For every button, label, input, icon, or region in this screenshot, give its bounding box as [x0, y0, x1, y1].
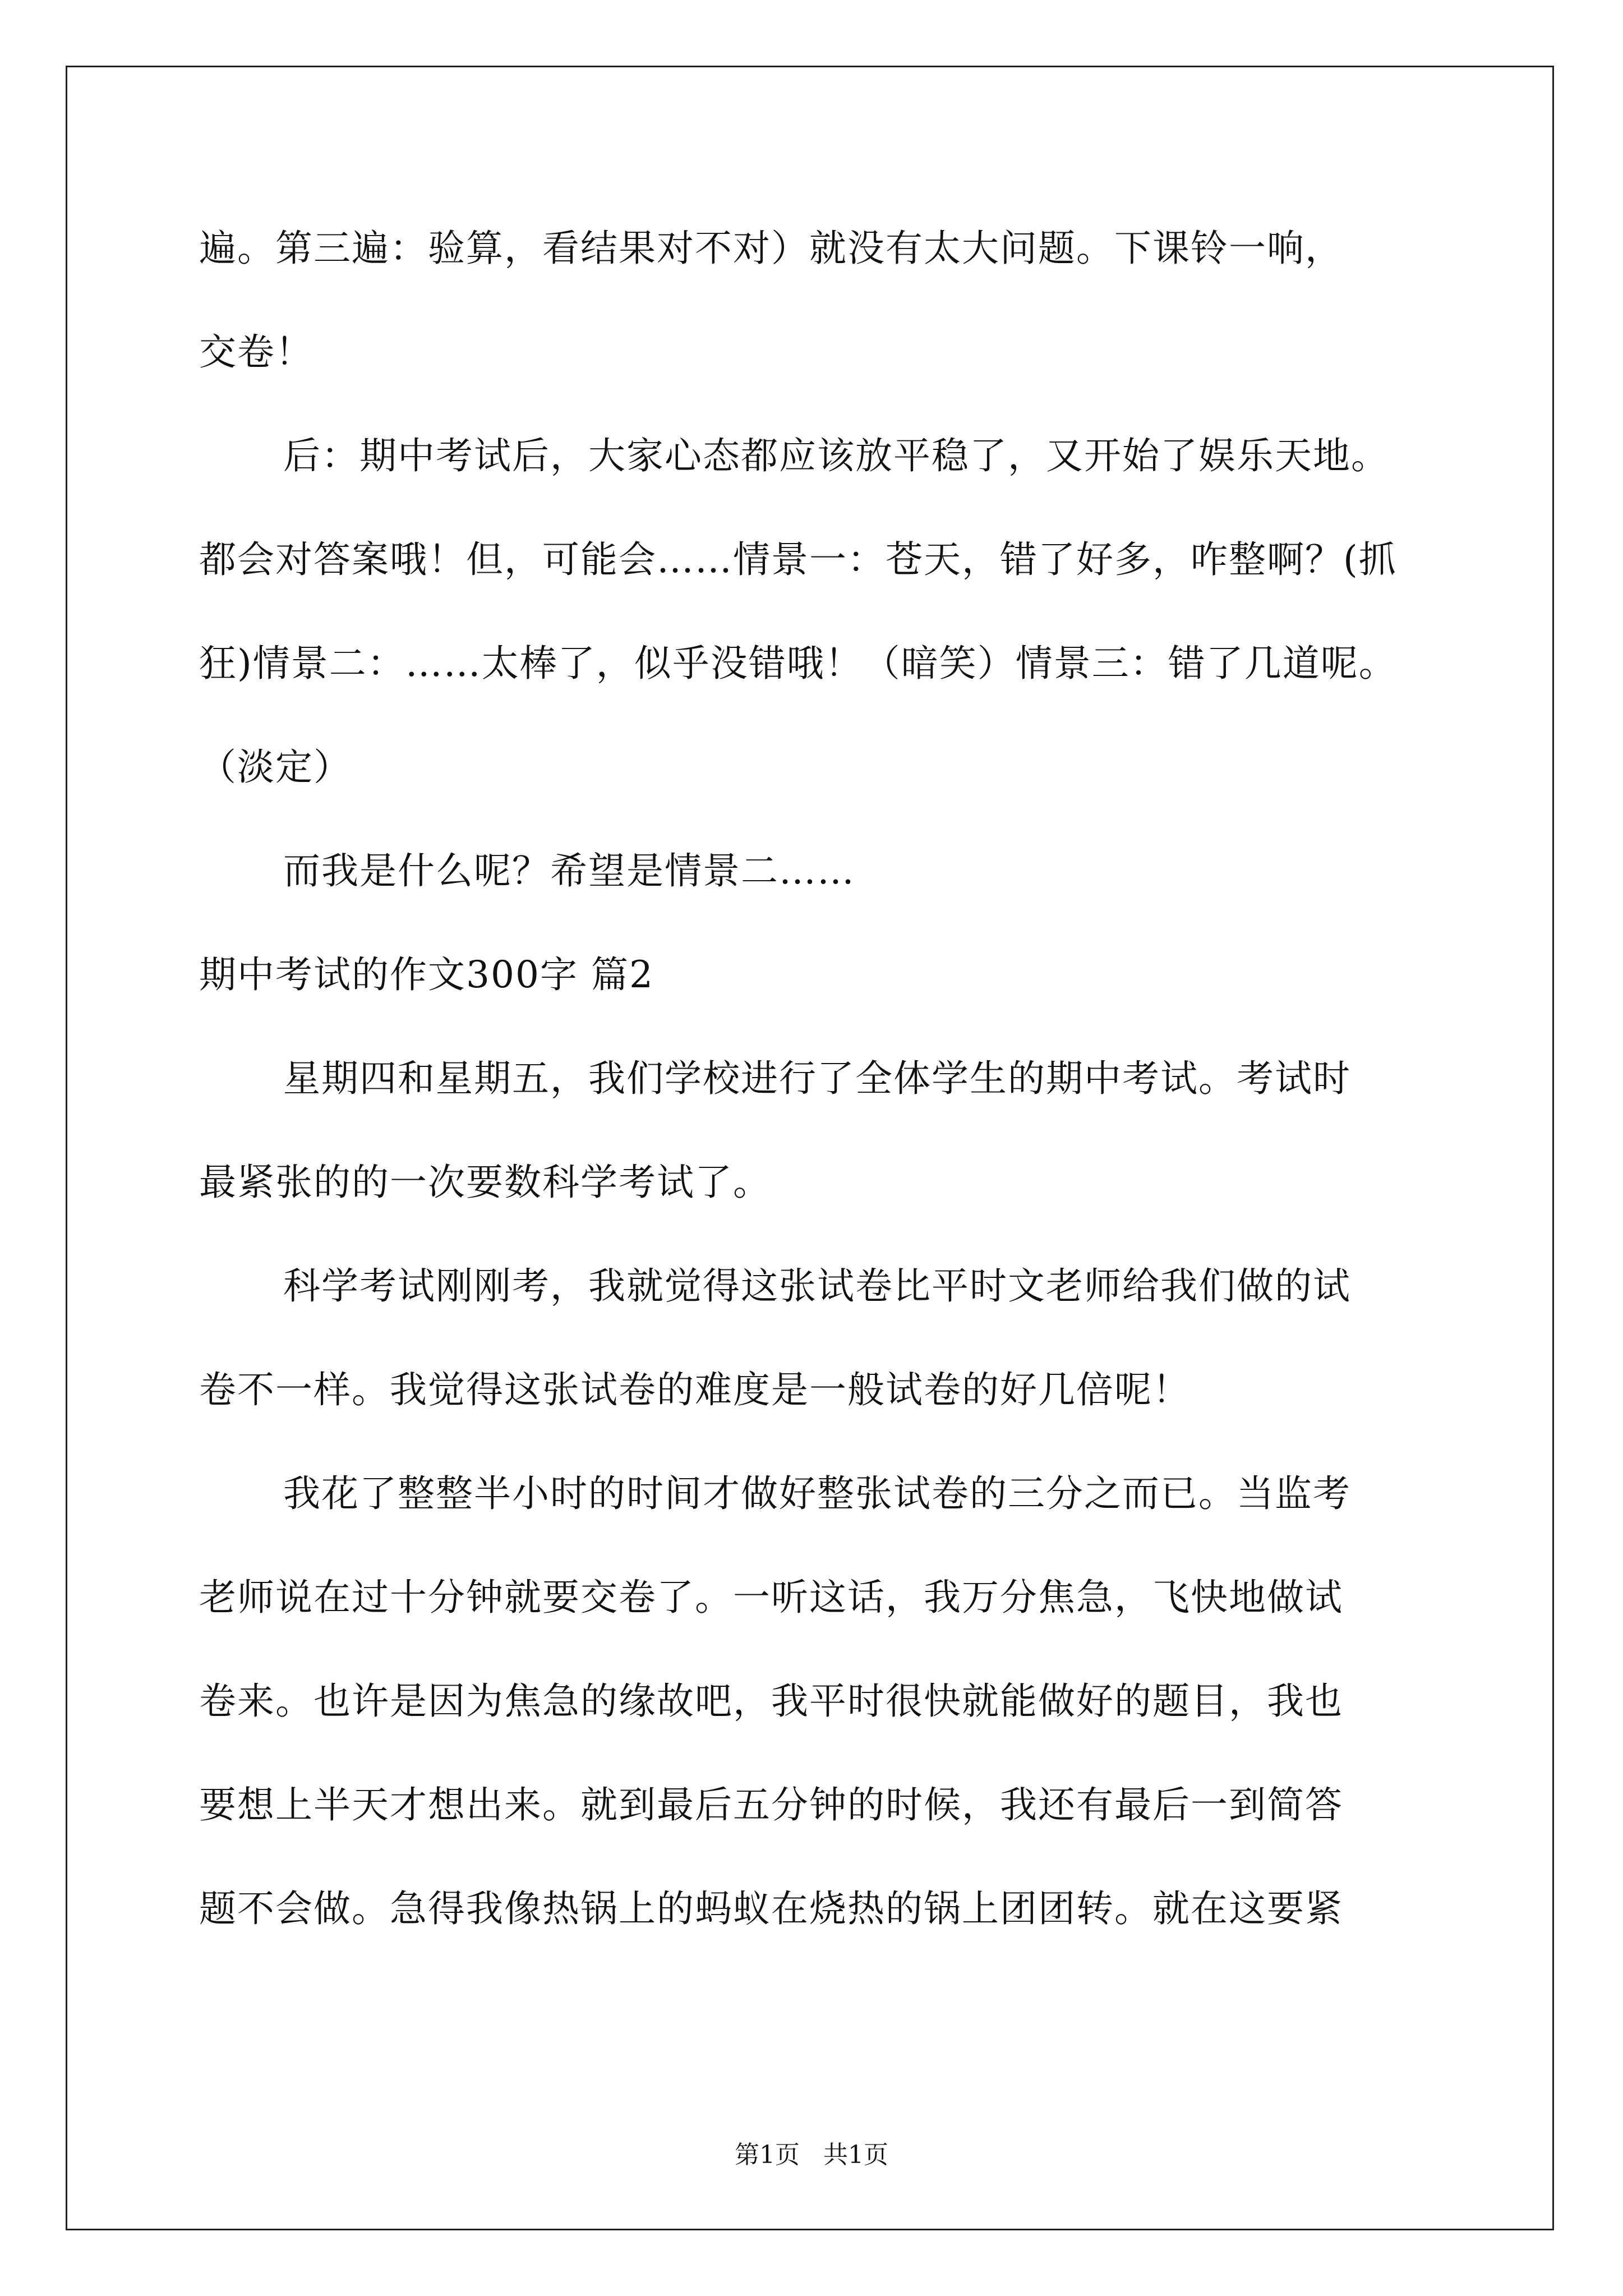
text-line: 要想上半天才想出来。就到最后五分钟的时候，我还有最后一到简答 [199, 1783, 1343, 1826]
text-line: 狂)情景二：……太棒了，似乎没错哦！（暗笑）情景三：错了几道呢。 [199, 642, 1397, 685]
paragraph-start: 星期四和星期五，我们学校进行了全体学生的期中考试。考试时 [283, 1057, 1351, 1100]
section-heading: 期中考试的作文300字 篇2 [199, 953, 654, 996]
text-line: 遍。第三遍：验算，看结果对不对）就没有太大问题。下课铃一响， [199, 227, 1343, 270]
paragraph-start: 而我是什么呢？希望是情景二…… [283, 849, 855, 892]
text-line: 题不会做。急得我像热锅上的蚂蚁在烧热的锅上团团转。就在这要紧 [199, 1887, 1343, 1930]
page-footer: 第1页 共1页 [735, 2141, 888, 2169]
text-line: （淡定） [199, 746, 352, 789]
paragraph-start: 后：期中考试后，大家心态都应该放平稳了，又开始了娱乐天地。 [283, 434, 1389, 477]
text-line: 最紧张的的一次要数科学考试了。 [199, 1161, 771, 1204]
paragraph-start: 科学考试刚刚考，我就觉得这张试卷比平时文老师给我们做的试 [283, 1264, 1351, 1308]
text-line: 老师说在过十分钟就要交卷了。一听这话，我万分焦急，飞快地做试 [199, 1576, 1343, 1619]
text-line: 卷来。也许是因为焦急的缘故吧，我平时很快就能做好的题目，我也 [199, 1680, 1343, 1723]
text-line: 交卷！ [199, 330, 313, 374]
text-line: 卷不一样。我觉得这张试卷的难度是一般试卷的好几倍呢！ [199, 1368, 1191, 1411]
paragraph-start: 我花了整整半小时的时间才做好整张试卷的三分之而已。当监考 [283, 1472, 1351, 1515]
text-line: 都会对答案哦！但，可能会……情景一：苍天，错了好多，咋整啊？(抓 [199, 538, 1397, 581]
